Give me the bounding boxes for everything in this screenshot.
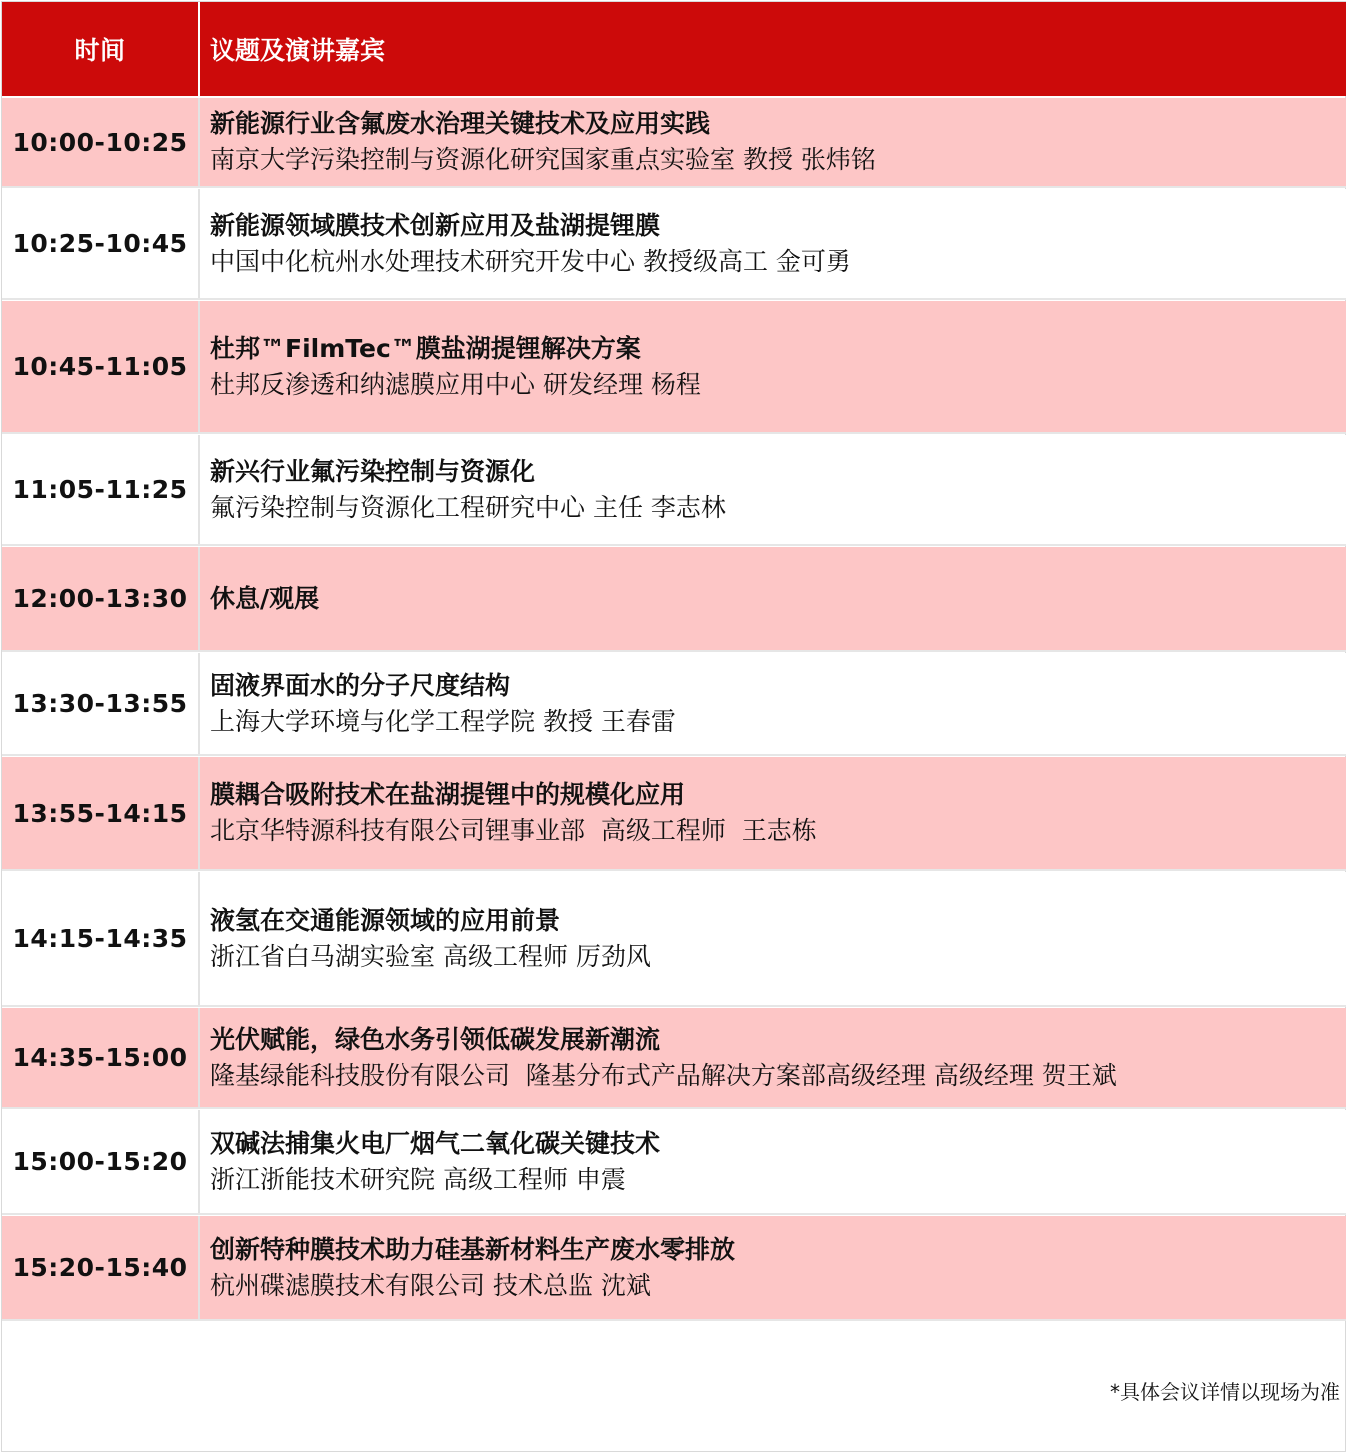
session-speaker: 中国中化杭州水处理技术研究开发中心 教授级高工 金可勇: [210, 246, 851, 276]
row-topic: [200, 872, 1346, 1005]
session-title: 新能源领域膜技术创新应用及盐湖提锂膜: [210, 210, 661, 240]
schedule-row: [2, 98, 1346, 186]
schedule-row: [2, 547, 1346, 650]
row-topic: [200, 1110, 1346, 1213]
table-header: [2, 2, 1346, 96]
row-time: 11:05-11:25: [2, 435, 200, 544]
row-time: 14:35-15:00: [2, 1008, 200, 1107]
session-speaker: 杜邦反渗透和纳滤膜应用中心 研发经理 杨程: [210, 369, 701, 399]
header-topic-label: 议题及演讲嘉宾: [210, 36, 386, 65]
row-time: 15:20-15:40: [2, 1216, 200, 1319]
session-speaker: 隆基绿能科技股份有限公司 隆基分布式产品解决方案部高级经理 高级经理 贺王斌: [210, 1060, 1117, 1090]
footnote: *具体会议详情以现场为准: [1110, 1380, 1340, 1404]
session-speaker: 杭州碟滤膜技术有限公司 技术总监 沈斌: [210, 1270, 651, 1300]
schedule-row: [2, 1110, 1346, 1213]
row-divider: [2, 432, 1346, 434]
row-topic: [200, 547, 1346, 650]
row-time: 14:15-14:35: [2, 872, 200, 1005]
row-divider: [2, 869, 1346, 871]
row-topic: [200, 189, 1346, 298]
schedule-row: [2, 189, 1346, 298]
row-time: 10:00-10:25: [2, 98, 200, 186]
session-title: 光伏赋能，绿色水务引领低碳发展新潮流: [210, 1024, 661, 1054]
row-divider: [2, 298, 1346, 300]
schedule-row: [2, 757, 1346, 869]
session-title: 新能源行业含氟废水治理关键技术及应用实践: [210, 109, 711, 138]
row-topic: [200, 1216, 1346, 1319]
header-topic: [200, 2, 1346, 96]
row-divider: [2, 186, 1346, 188]
session-speaker: 南京大学污染控制与资源化研究国家重点实验室 教授 张炜铭: [210, 145, 876, 174]
session-title: 双碱法捕集火电厂烟气二氧化碳关键技术: [210, 1128, 661, 1158]
row-time: 10:25-10:45: [2, 189, 200, 298]
row-time: 13:55-14:15: [2, 757, 200, 869]
row-divider: [2, 1213, 1346, 1215]
session-title: 杜邦™FilmTec™膜盐湖提锂解决方案: [210, 333, 641, 363]
session-speaker: 浙江省白马湖实验室 高级工程师 厉劲风: [210, 941, 651, 971]
row-topic: [200, 757, 1346, 869]
schedule-row: [2, 1008, 1346, 1107]
session-title: 新兴行业氟污染控制与资源化: [210, 456, 536, 486]
row-topic: [200, 653, 1346, 754]
row-divider: [2, 1319, 1346, 1321]
schedule-row: [2, 301, 1346, 432]
row-topic: [200, 435, 1346, 544]
session-speaker: 氟污染控制与资源化工程研究中心 主任 李志林: [210, 492, 726, 522]
row-topic: [200, 98, 1346, 186]
schedule-row: [2, 435, 1346, 544]
schedule-row: [2, 1216, 1346, 1319]
session-title: 固液界面水的分子尺度结构: [210, 670, 511, 700]
session-title: 创新特种膜技术助力硅基新材料生产废水零排放: [210, 1234, 736, 1264]
row-time: 15:00-15:20: [2, 1110, 200, 1213]
session-title: 液氢在交通能源领域的应用前景: [210, 905, 561, 935]
row-time: 12:00-13:30: [2, 547, 200, 650]
row-divider: [2, 754, 1346, 756]
session-speaker: 上海大学环境与化学工程学院 教授 王春雷: [210, 706, 676, 736]
session-speaker: 浙江浙能技术研究院 高级工程师 申震: [210, 1164, 626, 1194]
row-topic: [200, 301, 1346, 432]
row-time: 13:30-13:55: [2, 653, 200, 754]
schedule-row: [2, 653, 1346, 754]
row-divider: [2, 1005, 1346, 1007]
schedule-row: [2, 872, 1346, 1005]
session-speaker: 北京华特源科技有限公司锂事业部 高级工程师 王志栋: [210, 816, 817, 845]
row-divider: [2, 1107, 1346, 1109]
row-time: 10:45-11:05: [2, 301, 200, 432]
row-divider: [2, 544, 1346, 546]
session-title: 休息/观展: [210, 583, 320, 613]
row-topic: [200, 1008, 1346, 1107]
session-title: 膜耦合吸附技术在盐湖提锂中的规模化应用: [210, 780, 686, 809]
header-time: 时间: [2, 2, 200, 96]
row-divider: [2, 650, 1346, 652]
